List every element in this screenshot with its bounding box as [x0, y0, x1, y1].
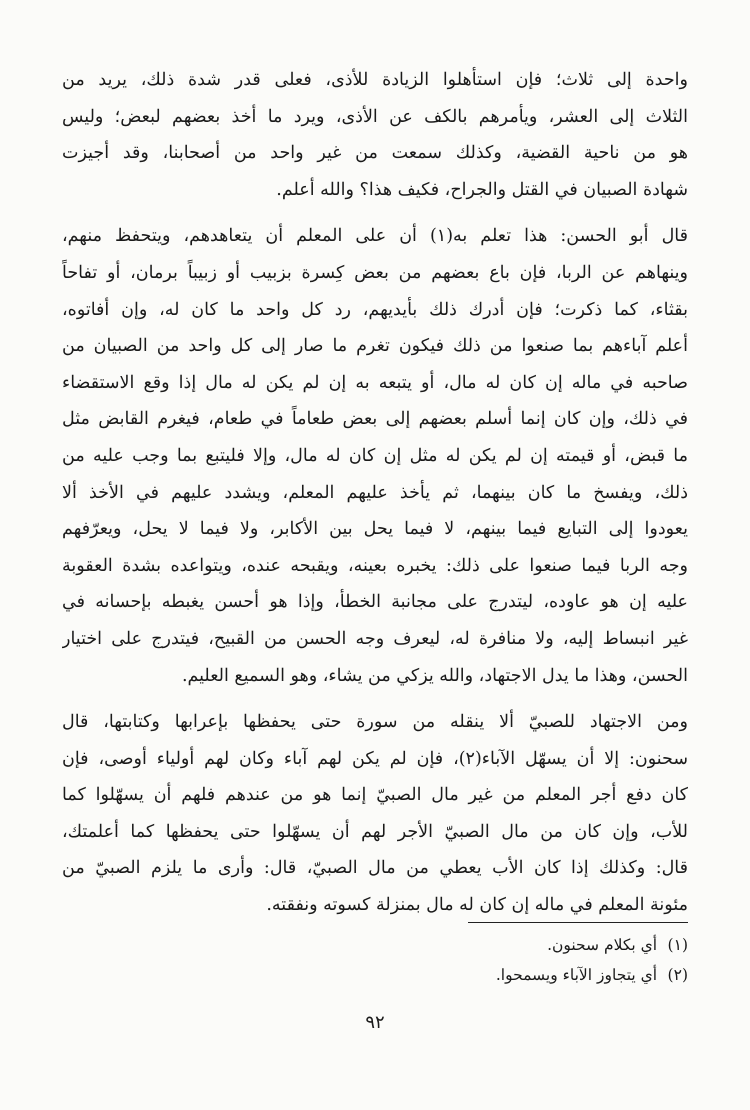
text-line: بقثاء، كما ذكرت؛ فإن أدرك ذلك بأيديهم، رد كل واحد ما كان له، وإن أفاتوه،	[62, 299, 688, 320]
text-line: وينهاهم عن الربا، فإن باع بعضهم من بعض كِسرة بزبيب أو زبيباً برمان، أو تفاحاً	[62, 262, 688, 283]
footnote-number: (١)	[667, 936, 688, 954]
footnote	[62, 930, 688, 960]
text-line: صاحبه في ماله إن كان له مال، أو يتبعه به إن لم يكن له مال إذا وقع الاستقضاء	[62, 372, 688, 393]
text-line: هو من ناحية القضية، وكذلك سمعت من غير واحد من أصحابنا، وقد أجيزت	[62, 143, 688, 164]
page-number: ٩٢	[365, 1012, 385, 1033]
footnotes	[62, 930, 688, 990]
footnote-number: (٢)	[667, 966, 688, 984]
text-line: كان دفع أجر المعلم من غير مال الصبيّ إنما هو من عندهم فلهم أن يسهّلوا كما	[62, 785, 688, 806]
text-line: في ذلك، وإن كان إنما أسلم بعضهم إلى بعض طعاماً في طعام، فيغرم القابض مثل	[62, 409, 688, 430]
paragraph	[62, 62, 688, 208]
text-line: عليه إن هو عاوده، ليتدرج على مجانبة الخطأ، وإذا هو أحسن يغبطه بإحسانه في	[62, 592, 688, 613]
text-line: واحدة إلى ثلاث؛ فإن استأهلوا الزيادة للأذى، فعلى قدر شدة ذلك، يريد من	[62, 70, 688, 90]
footnote-separator	[468, 922, 688, 923]
text-line: وجه الربا فيما صنعوا على ذلك: يخبره بعينه، ويقبحه عنده، ويتواعده بشدة العقوبة	[62, 555, 688, 576]
text-line: ما قبض، أو قيمته إن لم يكن له مثل إن كان له مال، وإلا فليتبع بما وجب عليه من	[62, 445, 688, 466]
text-line: غير انبساط إليه، ولا منافرة له، ليعرف وجه الحسن من القبيح، فيتدرج على اختيار	[62, 628, 688, 649]
main-text	[62, 62, 688, 924]
text-line: قال أبو الحسن: هذا تعلم به(١) أن على المعلم أن يتعاهدهم، ويتحفظ منهم،	[62, 226, 688, 247]
text-line: مئونة المعلم في ماله إن كان له مال بمنزلة كسوته ونفقته.	[266, 895, 688, 916]
text-line: الحسن، وهذا ما يدل الاجتهاد، والله يزكي من يشاء، وهو السميع العليم.	[181, 665, 688, 686]
paragraph	[62, 218, 688, 694]
footnote-text: أي بكلام سحنون.	[547, 936, 658, 954]
text-line: ومن الاجتهاد للصبيّ ألا ينقله من سورة حتى يحفظها بإعرابها وكتابتها، قال	[62, 712, 688, 733]
text-line: ذلك، ويفسخ ما كان بينهما، ثم يأخذ عليهم المعلم، ويشدد عليهم في الأخذ ألا	[62, 482, 688, 503]
text-line: قال: وكذلك إذا كان الأب يعطي من مال الصبيّ، قال: وأرى ما يلزم الصبيّ من	[62, 858, 688, 879]
text-line: شهادة الصبيان في القتل والجراح، فكيف هذا؟ والله أعلم.	[276, 179, 688, 200]
text-line: الثلاث إلى العشر، ويأمرهم بالكف عن الأذى، ويرد ما أخذ بعضهم لبعض؛ وليس	[62, 106, 688, 127]
text-line: يعودوا إلى التبايع فيما بينهم، لا فيما يحل بين الأكابر، ولا فيما لا يحل، ويعرّفهم	[62, 519, 688, 540]
paragraph	[62, 704, 688, 924]
footnote	[62, 960, 688, 990]
text-line: للأب، وإن كان من مال الصبيّ الأجر لهم أن يسهّلوا حتى يحفظها كما أعلمتك،	[62, 821, 688, 842]
footnote-text: أي يتجاوز الآباء ويسمحوا.	[495, 966, 658, 984]
text-line: سحنون: إلا أن يسهّل الآباء(٢)، فإن لم يكن لهم آباء وكان لهم أولياء أوصى، فإن	[62, 748, 688, 769]
text-line: أعلم آباءهم بما صنعوا من ذلك فيكون تغرم ما صار إلى كل واحد من الصبيان من	[62, 336, 688, 357]
